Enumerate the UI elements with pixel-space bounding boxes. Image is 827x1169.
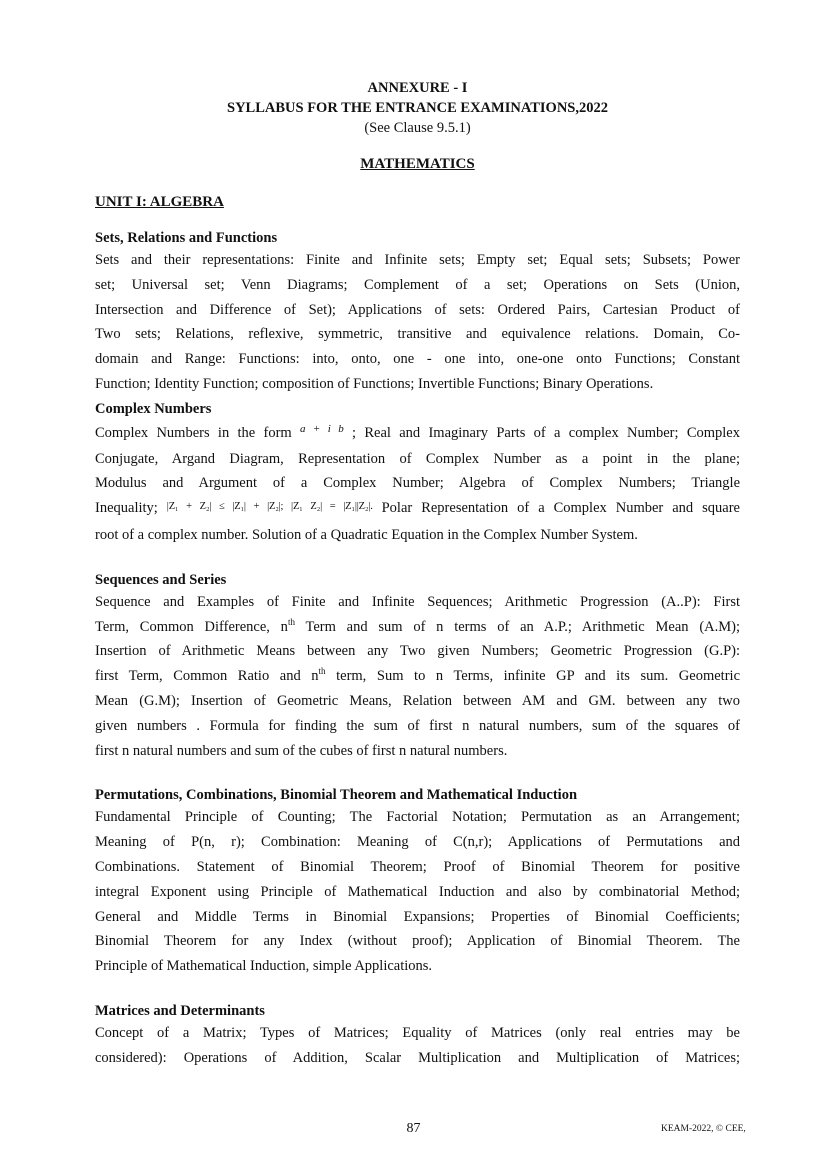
text-line: Conjugate, Argand Diagram, Representation of Complex Number as a point in the plane; xyxy=(95,450,740,467)
text-line: domain and Range: Functions: into, onto, one - one into, one-one onto Functions; Constant xyxy=(95,351,740,368)
text-line: Combinations. Statement of Binomial Theorem; Proof of Binomial Theorem for positive xyxy=(95,858,740,875)
complex-form-formula: a + i b xyxy=(300,422,344,435)
text-segment: term, Sum to n Terms, infinite GP and its sum. Geometric xyxy=(325,668,741,685)
text-line: first n natural numbers and sum of the cubes of first n natural numbers. xyxy=(95,742,508,759)
text-line: set; Universal set; Venn Diagrams; Complement of a set; Operations on Sets (Union, xyxy=(95,276,740,293)
text-line xyxy=(95,664,740,689)
text-line: Principle of Mathematical Induction, simple Applications. xyxy=(95,958,433,975)
text-line: Insertion of Arithmetic Means between any Two given Numbers; Geometric Progression (G.P): xyxy=(95,643,740,660)
text-line: Fundamental Principle of Counting; The Factorial Notation; Permutation as an Arrangement; xyxy=(95,809,740,826)
section-title-matrices: Matrices and Determinants xyxy=(95,1002,265,1019)
document-page xyxy=(95,78,740,1071)
text-segment: Polar Representation of a Complex Number and square xyxy=(372,500,740,517)
section-body-sets xyxy=(95,248,740,397)
section-title-complex: Complex Numbers xyxy=(95,400,212,417)
footer-copyright: KEAM-2022, © CEE, xyxy=(661,1124,746,1134)
text-line xyxy=(95,615,740,640)
clause-reference: (See Clause 9.5.1) xyxy=(364,120,471,136)
text-line: Modulus and Argument of a Complex Number; Algebra of Complex Numbers; Triangle xyxy=(95,475,740,492)
text-line xyxy=(95,496,740,523)
text-line: General and Middle Terms in Binomial Expansions; Properties of Binomial Coefficients; xyxy=(95,908,740,925)
triangle-inequality-formula: |Z₁ + Z₂| ≤ |Z₁| + |Z₂|; |Z₁ Z₂| = |Z₁||Z₂|. xyxy=(166,501,373,513)
text-line: root of a complex number. Solution of a Quadratic Equation in the Complex Number System. xyxy=(95,526,638,543)
page-number: 87 xyxy=(406,1121,421,1136)
text-line: Meaning of P(n, r); Combination: Meaning of C(n,r); Applications of Permutations and xyxy=(95,834,740,851)
superscript: th xyxy=(287,616,295,627)
text-line xyxy=(95,421,740,447)
text-segment: Inequality; xyxy=(95,500,167,517)
text-line: Two sets; Relations, reflexive, symmetric, transitive and equivalence relations. Domain, Co- xyxy=(95,326,740,343)
syllabus-title: SYLLABUS FOR THE ENTRANCE EXAMINATIONS,2022 xyxy=(227,100,608,116)
subject-heading: MATHEMATICS xyxy=(360,156,475,172)
text-line: integral Exponent using Principle of Mathematical Induction and also by combinatorial Method; xyxy=(95,883,740,900)
section-body-complex xyxy=(95,421,740,548)
unit-heading: UNIT I: ALGEBRA xyxy=(95,194,224,210)
superscript: th xyxy=(318,666,326,677)
section-title-sets: Sets, Relations and Functions xyxy=(95,230,278,246)
text-line: Binomial Theorem for any Index (without proof); Application of Binomial Theorem. The xyxy=(95,933,740,950)
text-segment: ; Real and Imaginary Parts of a complex Number; Complex xyxy=(343,424,740,441)
text-segment: Term, Common Difference, n xyxy=(95,618,288,635)
section-title-permutations: Permutations, Combinations, Binomial Theorem and Mathematical Induction xyxy=(95,787,578,804)
text-line: Intersection and Difference of Set); Applications of sets: Ordered Pairs, Cartesian Product of xyxy=(95,301,740,318)
text-line: Sequence and Examples of Finite and Infinite Sequences; Arithmetic Progression (A..P): First xyxy=(95,593,740,610)
text-segment: Term and sum of n terms of an A.P.; Arithmetic Mean (A.M); xyxy=(294,618,740,635)
section-body-sequences xyxy=(95,590,740,764)
section-body-permutations xyxy=(95,805,740,979)
text-segment: first Term, Common Ratio and n xyxy=(95,668,319,685)
section-body-matrices xyxy=(95,1021,740,1071)
text-line: given numbers . Formula for finding the sum of first n natural numbers, sum of the squares of xyxy=(95,717,740,734)
text-line: considered): Operations of Addition, Scalar Multiplication and Multiplication of Matrices; xyxy=(95,1049,740,1066)
text-segment: Complex Numbers in the form xyxy=(95,424,300,441)
text-line: Concept of a Matrix; Types of Matrices; Equality of Matrices (only real entries may be xyxy=(95,1024,740,1041)
text-line: Function; Identity Function; composition of Functions; Invertible Functions; Binary Operations. xyxy=(95,375,654,392)
annexure-title: ANNEXURE - I xyxy=(367,80,468,96)
text-line: Mean (G.M); Insertion of Geometric Means, Relation between AM and GM. between any two xyxy=(95,692,740,709)
section-title-sequences: Sequences and Series xyxy=(95,571,227,588)
text-line: Sets and their representations: Finite and Infinite sets; Empty set; Equal sets; Subsets; Power xyxy=(95,252,740,268)
